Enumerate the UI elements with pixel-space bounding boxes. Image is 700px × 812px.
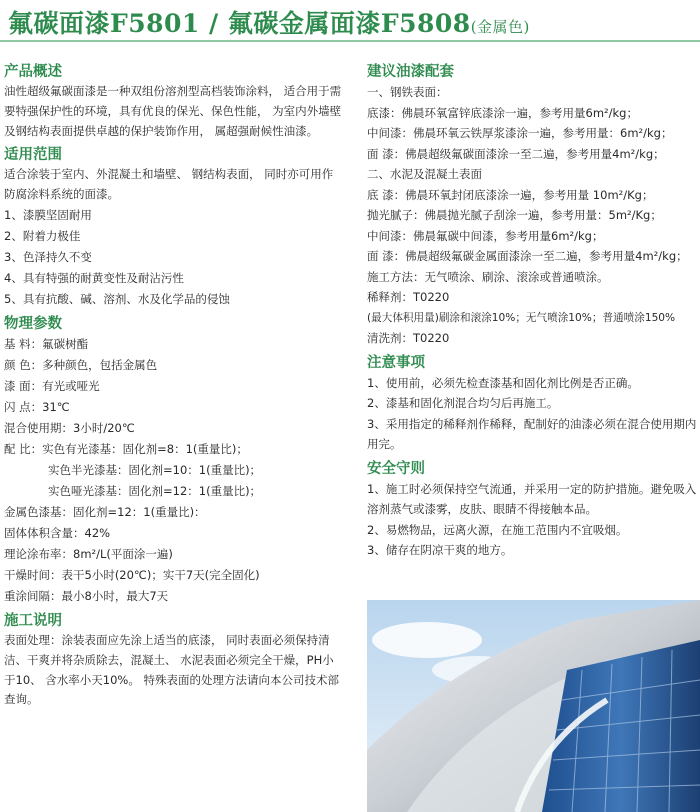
scope-item: 1、漆膜坚固耐用 bbox=[4, 207, 92, 222]
title-divider bbox=[0, 40, 700, 42]
page-title bbox=[8, 4, 692, 40]
system-heading: 建议油漆配套 bbox=[367, 64, 454, 80]
physical-heading: 物理参数 bbox=[4, 315, 62, 332]
system-line: 清洗剂：T0220 bbox=[367, 331, 450, 345]
scope-item: 4、具有特强的耐黄变性及耐沾污性 bbox=[4, 270, 184, 285]
construction-heading: 施工说明 bbox=[4, 612, 62, 629]
system-line: 中间漆：佛晨环氧云铁厚浆漆涂一遍，参考用量：6m²/kg； bbox=[367, 126, 673, 140]
physical-line: 配 比：实色有光漆基：固化剂=8：1(重量比)； bbox=[4, 441, 248, 456]
physical-line: 干燥时间：表干5小时(20℃)；实干7天(完全固化) bbox=[4, 567, 260, 582]
physical-line: 漆 面：有光或哑光 bbox=[4, 378, 100, 393]
physical-line: 颜 色：多种颜色，包括金属色 bbox=[4, 357, 158, 372]
notes-item: 3、采用指定的稀释剂作稀释，配制好的油漆必须在混合使用期内用完。 bbox=[367, 416, 697, 451]
safety-item: 2、易燃物品，远离火源，在施工范围内不宜吸烟。 bbox=[367, 522, 628, 537]
system-line: 抛光腻子：佛晨抛光腻子刮涂一遍，参考用量：5m²/Kg； bbox=[367, 208, 662, 222]
system-line: 一、钢铁表面： bbox=[367, 85, 448, 99]
cloud bbox=[372, 622, 482, 658]
scope-item: 5、具有抗酸、碱、溶剂、水及化学品的侵蚀 bbox=[4, 291, 230, 306]
system-line: 底漆：佛晨环氧富锌底漆涂一遍，参考用量6m²/kg； bbox=[367, 105, 638, 120]
notes-item: 2、漆基和固化剂混合均匀后再施工。 bbox=[367, 396, 559, 410]
physical-line: 固体体积含量：42% bbox=[4, 525, 111, 540]
safety-item: 3、储存在阴凉干爽的地方。 bbox=[367, 543, 513, 557]
physical-line: 理论涂布率：8m²/L(平面涂一遍) bbox=[4, 546, 173, 561]
system-line: 底 漆：佛晨环氧封闭底漆涂一遍，参考用量 10m²/Kg； bbox=[367, 187, 654, 202]
system-line: 施工方法：无气喷涂、刷涂、滚涂或普通喷涂。 bbox=[367, 269, 609, 284]
physical-line: 重涂间隔：最小8小时，最大7天 bbox=[4, 588, 169, 603]
system-line: 二、水泥及混凝土表面 bbox=[367, 167, 482, 181]
system-line: 面 漆：佛晨超级氟碳金属面漆涂一至二遍，参考用量4m²/kg； bbox=[367, 249, 688, 263]
title-suffix: (金属色) bbox=[470, 18, 530, 36]
overview-heading: 产品概述 bbox=[4, 64, 62, 80]
scope-item: 2、附着力极佳 bbox=[4, 228, 81, 243]
safety-heading: 安全守则 bbox=[367, 460, 425, 477]
right-column bbox=[367, 56, 699, 561]
scope-item: 3、色泽持久不变 bbox=[4, 249, 92, 264]
physical-line: 混合使用期：3小时/20℃ bbox=[4, 420, 135, 435]
physical-ratio-line: 实色半光漆基：固化剂=10：1(重量比)； bbox=[48, 462, 262, 477]
scope-heading: 适用范围 bbox=[4, 147, 62, 164]
physical-line: 基 料：氟碳树酯 bbox=[4, 336, 89, 351]
physical-line: 金属色漆基：固化剂=12：1(重量比)： bbox=[4, 504, 206, 519]
title-main: 氟碳面漆F5801 / 氟碳金属面漆F5808 bbox=[8, 9, 471, 38]
scope-text: 适合涂装于室内、外混凝土和墙壁、 钢结构表面， 同时亦可用作防腐涂料系统的面漆。 bbox=[4, 167, 334, 202]
notes-heading: 注意事项 bbox=[367, 354, 425, 371]
construction-text: 表面处理：涂装表面应先涂上适当的底漆， 同时表面必须保持清洁、干爽并将杂质除去，混凝土、 水泥表面必须完全干燥，PH小于10、 含水率小天10%。 特殊表面的处理方法请向本公司技术部查询。 bbox=[4, 632, 340, 707]
left-column bbox=[4, 56, 344, 710]
safety-item: 1、施工时必须保持空气流通，并采用一定的防护措施。避免吸入溶剂蒸气或漆雾，皮肤、眼睛不得接触本品。 bbox=[367, 481, 697, 516]
physical-line: 闪 点：31℃ bbox=[4, 399, 70, 414]
system-line: (最大体积用量)刷涂和滚涂10%；无气喷涂10%；普通喷涂150% bbox=[367, 311, 676, 324]
physical-ratio-line: 实色哑光漆基：固化剂=12：1(重量比)； bbox=[48, 483, 262, 498]
overview-text: 油性超级氟碳面漆是一种双组份溶剂型高档装饰涂料， 适合用于需要特强保护性的环境，具有优良的保光、保色性能， 为室内外墙壁及钢结构表面提供卓越的保护装饰作用， 属超强耐候性油漆。 bbox=[4, 84, 342, 138]
system-line: 面 漆：佛晨超级氟碳面漆涂一至二遍，参考用量4m²/kg； bbox=[367, 146, 665, 161]
system-line: 中间漆：佛晨氟碳中间漆，参考用量6m²/kg； bbox=[367, 228, 604, 243]
notes-item: 1、使用前，必须先检查漆基和固化剂比例是否正确。 bbox=[367, 375, 639, 390]
building-photo bbox=[367, 600, 700, 812]
system-line: 稀释剂：T0220 bbox=[367, 290, 450, 304]
building-illustration bbox=[367, 600, 700, 812]
